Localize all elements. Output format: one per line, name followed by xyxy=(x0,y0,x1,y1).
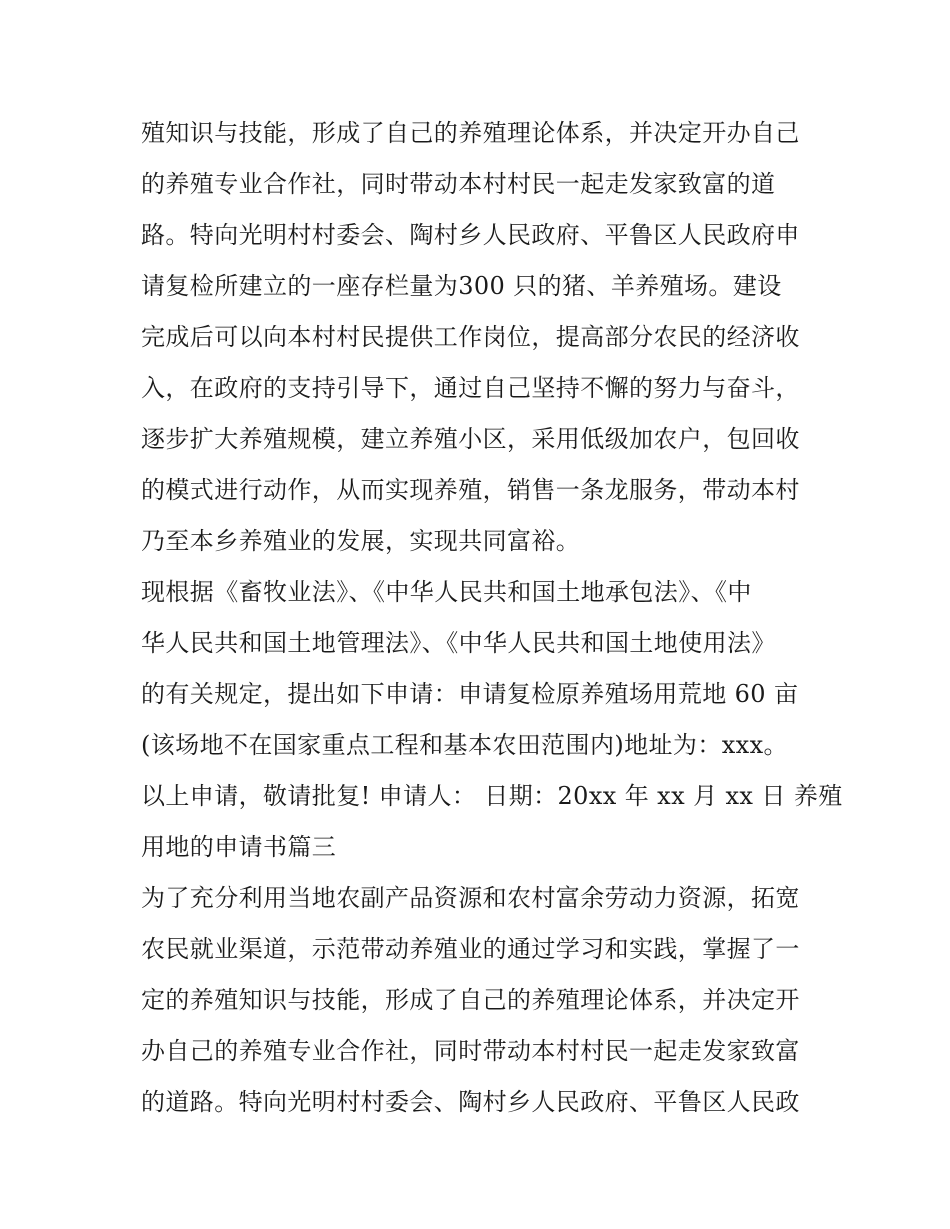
text-line: 办自己的养殖专业合作社，同时带动本村村民一起走发家致富 xyxy=(141,1037,800,1065)
text-line: 乃至本乡养殖业的发展，实现共同富裕。 xyxy=(141,527,581,555)
text-line: 定的养殖知识与技能，形成了自己的养殖理论体系，并决定开 xyxy=(141,986,800,1014)
section-heading-line: 用地的申请书篇三 xyxy=(141,833,337,861)
text-line: 农民就业渠道，示范带动养殖业的通过学习和实践，掌握了一 xyxy=(141,935,800,963)
text-line: 的有关规定，提出如下申请：申请复检原养殖场用荒地 60 亩 xyxy=(141,680,799,708)
text-line: 为了充分利用当地农副产品资源和农村富余劳动力资源，拓宽 xyxy=(141,884,800,912)
text-line: 华人民共和国土地管理法》、《中华人民共和国土地使用法》 xyxy=(141,629,776,657)
text-line: 的道路。特向光明村村委会、陶村乡人民政府、平鲁区人民政 xyxy=(141,1088,800,1116)
text-line: 以上申请，敬请批复! 申请人： 日期：20xx 年 xx 月 xx 日 养殖 xyxy=(141,782,843,810)
text-line: 的模式进行动作，从而实现养殖，销售一条龙服务，带动本村 xyxy=(141,476,800,504)
text-line: 殖知识与技能，形成了自己的养殖理论体系，并决定开办自己 xyxy=(141,119,800,147)
text-line: 请复检所建立的一座存栏量为300 只的猪、羊养殖场。建设 xyxy=(141,272,782,300)
text-line: 现根据《畜牧业法》、《中华人民共和国土地承包法》、《中 xyxy=(141,578,752,606)
text-line: 入，在政府的支持引导下，通过自己坚持不懈的努力与奋斗， xyxy=(141,374,800,402)
text-line: 完成后可以向本村村民提供工作岗位，提高部分农民的经济收 xyxy=(141,323,800,351)
document-body xyxy=(141,108,843,1128)
text-line: (该场地不在国家重点工程和基本农田范围内)地址为：xxx。 xyxy=(141,731,788,759)
text-line: 的养殖专业合作社，同时带动本村村民一起走发家致富的道 xyxy=(141,170,776,198)
text-line: 路。特向光明村村委会、陶村乡人民政府、平鲁区人民政府申 xyxy=(141,221,800,249)
text-line: 逐步扩大养殖规模，建立养殖小区，采用低级加农户，包回收 xyxy=(141,425,800,453)
